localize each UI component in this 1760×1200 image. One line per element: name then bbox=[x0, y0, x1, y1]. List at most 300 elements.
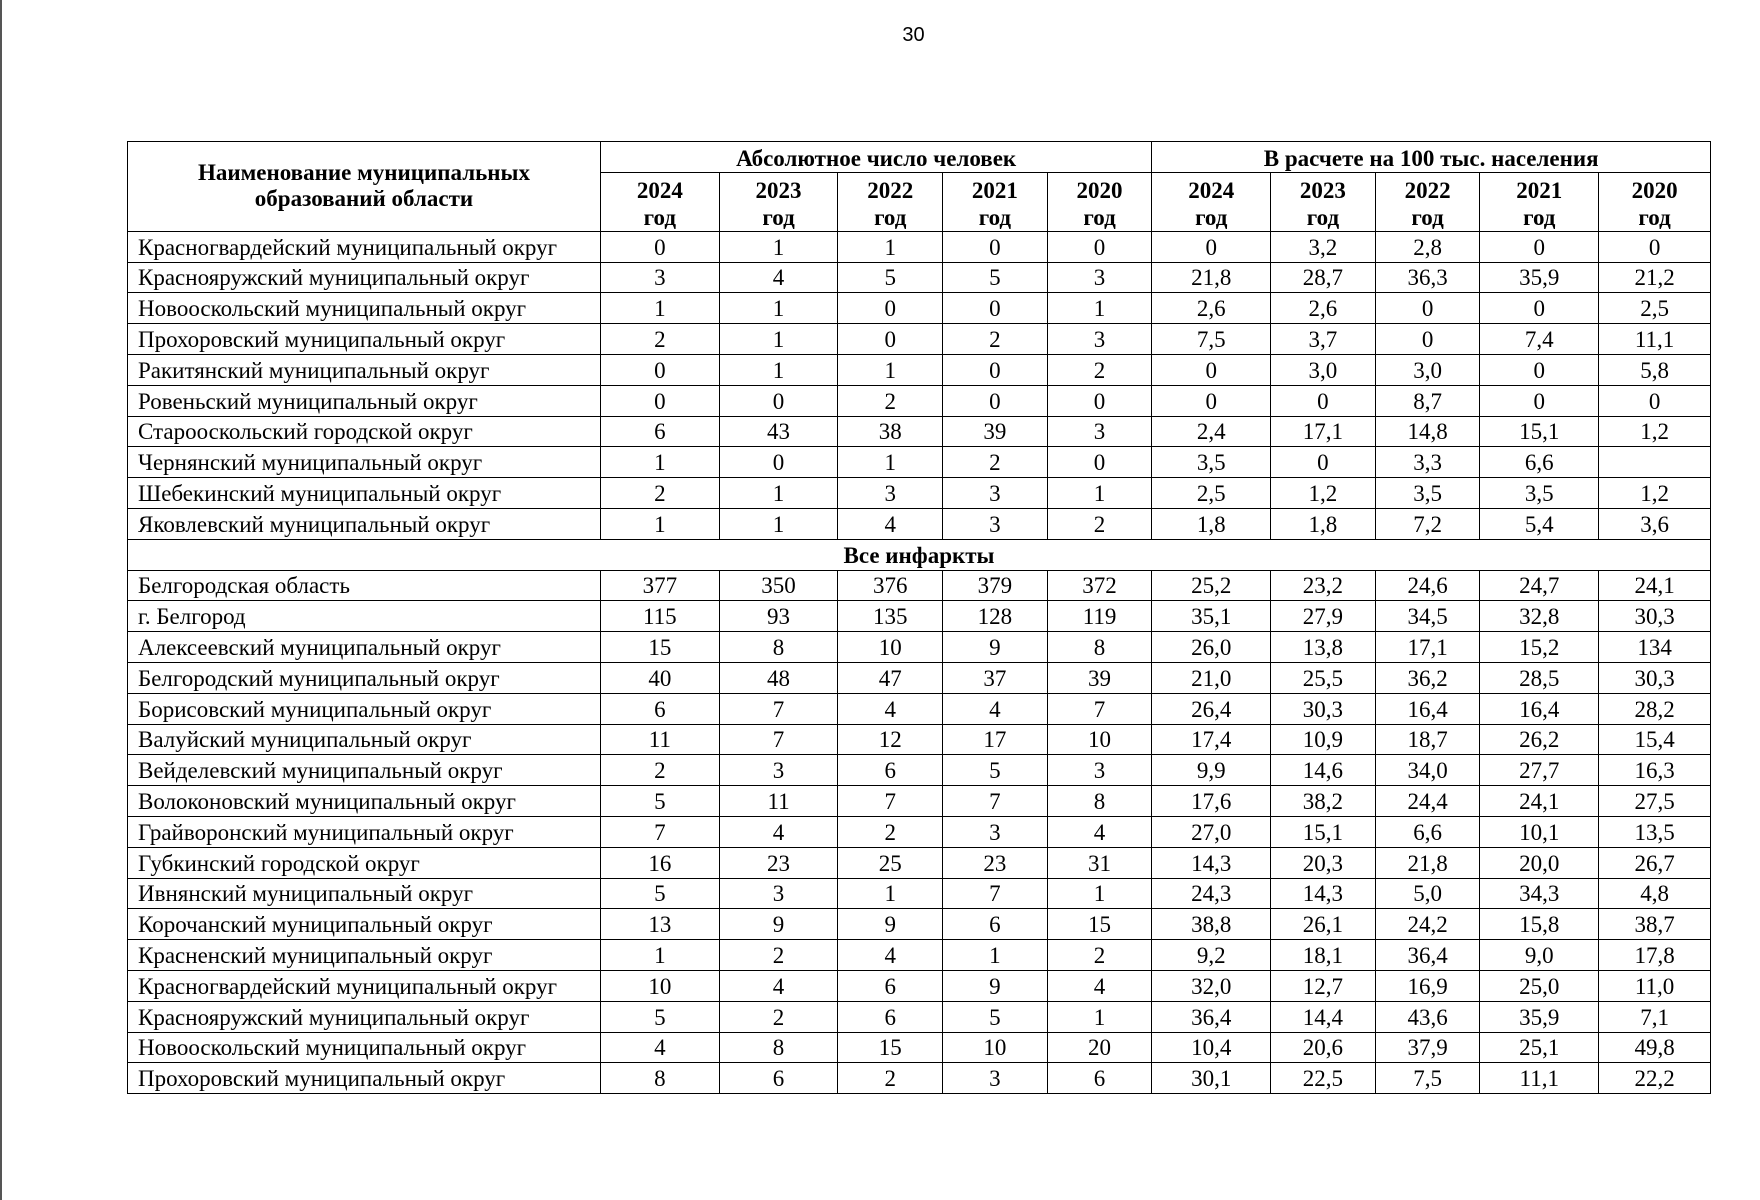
value-cell: 3,5 bbox=[1152, 447, 1271, 478]
year-unit-label: год bbox=[874, 204, 907, 230]
value-cell: 37,9 bbox=[1375, 1032, 1480, 1063]
value-cell: 7 bbox=[600, 816, 719, 847]
per-100k-year-header-2024 bbox=[1152, 172, 1271, 231]
year-unit-label: год bbox=[762, 204, 795, 230]
value-cell: 31 bbox=[1047, 847, 1152, 878]
value-cell: 26,7 bbox=[1599, 847, 1711, 878]
value-cell: 16,9 bbox=[1375, 970, 1480, 1001]
value-cell: 11,1 bbox=[1480, 1063, 1599, 1094]
municipality-name-cell: Белгородский муниципальный округ bbox=[128, 662, 601, 693]
value-cell: 7,4 bbox=[1480, 324, 1599, 355]
municipality-name-cell: Ракитянский муниципальный округ bbox=[128, 354, 601, 385]
value-cell: 8 bbox=[1047, 786, 1152, 817]
value-cell: 0 bbox=[600, 354, 719, 385]
value-cell: 0 bbox=[1271, 385, 1376, 416]
value-cell: 2 bbox=[600, 324, 719, 355]
municipality-name-cell: Красногвардейский муниципальный округ bbox=[128, 231, 601, 262]
value-cell: 21,8 bbox=[1375, 847, 1480, 878]
page-margin-line bbox=[0, 0, 2, 1200]
value-cell: 25,2 bbox=[1152, 570, 1271, 601]
value-cell: 10,9 bbox=[1271, 724, 1376, 755]
value-cell: 376 bbox=[838, 570, 943, 601]
value-cell: 6,6 bbox=[1375, 816, 1480, 847]
municipality-name-cell: Новооскольский муниципальный округ bbox=[128, 293, 601, 324]
value-cell: 2 bbox=[1047, 940, 1152, 971]
value-cell: 21,2 bbox=[1599, 262, 1711, 293]
value-cell: 1 bbox=[838, 878, 943, 909]
table-row bbox=[128, 847, 1711, 878]
value-cell: 0 bbox=[1599, 231, 1711, 262]
value-cell: 21,0 bbox=[1152, 662, 1271, 693]
value-cell: 32,8 bbox=[1480, 601, 1599, 632]
value-cell: 1 bbox=[838, 447, 943, 478]
per-100k-year-header-2021 bbox=[1480, 172, 1599, 231]
per-100k-year-header-2020 bbox=[1599, 172, 1711, 231]
value-cell: 10 bbox=[943, 1032, 1048, 1063]
value-cell: 0 bbox=[1152, 385, 1271, 416]
municipality-name-cell: Волоконовский муниципальный округ bbox=[128, 786, 601, 817]
value-cell: 6 bbox=[600, 693, 719, 724]
value-cell: 38,7 bbox=[1599, 909, 1711, 940]
value-cell bbox=[1599, 447, 1711, 478]
value-cell: 34,3 bbox=[1480, 878, 1599, 909]
municipality-column-header bbox=[128, 142, 601, 232]
value-cell: 27,9 bbox=[1271, 601, 1376, 632]
value-cell: 9 bbox=[943, 632, 1048, 663]
value-cell: 3,2 bbox=[1271, 231, 1376, 262]
value-cell: 17,1 bbox=[1375, 632, 1480, 663]
section-row bbox=[128, 539, 1711, 570]
value-cell: 18,7 bbox=[1375, 724, 1480, 755]
table-row bbox=[128, 508, 1711, 539]
value-cell: 3 bbox=[1047, 262, 1152, 293]
page-number: 30 bbox=[902, 24, 925, 46]
value-cell: 3,7 bbox=[1271, 324, 1376, 355]
municipality-name-cell: Яковлевский муниципальный округ bbox=[128, 508, 601, 539]
value-cell: 0 bbox=[1480, 354, 1599, 385]
value-cell: 1,2 bbox=[1599, 416, 1711, 447]
value-cell: 0 bbox=[943, 385, 1048, 416]
value-cell: 0 bbox=[719, 385, 838, 416]
value-cell: 2 bbox=[838, 1063, 943, 1094]
value-cell: 134 bbox=[1599, 632, 1711, 663]
value-cell: 27,5 bbox=[1599, 786, 1711, 817]
value-cell: 20,0 bbox=[1480, 847, 1599, 878]
table-row bbox=[128, 570, 1711, 601]
value-cell: 2 bbox=[719, 940, 838, 971]
municipality-name-cell: Краснояружский муниципальный округ bbox=[128, 1001, 601, 1032]
value-cell: 379 bbox=[943, 570, 1048, 601]
value-cell: 49,8 bbox=[1599, 1032, 1711, 1063]
value-cell: 0 bbox=[943, 293, 1048, 324]
year-label: 2022 bbox=[867, 177, 914, 203]
value-cell: 40 bbox=[600, 662, 719, 693]
value-cell: 18,1 bbox=[1271, 940, 1376, 971]
value-cell: 10 bbox=[838, 632, 943, 663]
per-100k-year-header-2023 bbox=[1271, 172, 1376, 231]
value-cell: 3 bbox=[1047, 324, 1152, 355]
value-cell: 15 bbox=[1047, 909, 1152, 940]
table-row bbox=[128, 231, 1711, 262]
value-cell: 21,8 bbox=[1152, 262, 1271, 293]
value-cell: 11,0 bbox=[1599, 970, 1711, 1001]
value-cell: 0 bbox=[1152, 231, 1271, 262]
value-cell: 25,0 bbox=[1480, 970, 1599, 1001]
value-cell: 0 bbox=[1375, 293, 1480, 324]
value-cell: 4 bbox=[838, 508, 943, 539]
value-cell: 5 bbox=[943, 755, 1048, 786]
value-cell: 0 bbox=[1480, 385, 1599, 416]
value-cell: 30,3 bbox=[1599, 662, 1711, 693]
year-label: 2024 bbox=[636, 177, 683, 203]
value-cell: 25,1 bbox=[1480, 1032, 1599, 1063]
value-cell: 26,4 bbox=[1152, 693, 1271, 724]
value-cell: 15,1 bbox=[1271, 816, 1376, 847]
value-cell: 36,3 bbox=[1375, 262, 1480, 293]
value-cell: 47 bbox=[838, 662, 943, 693]
municipality-name-cell: Ивнянский муниципальный округ bbox=[128, 878, 601, 909]
value-cell: 3 bbox=[1047, 755, 1152, 786]
absolute-year-header-2024 bbox=[600, 172, 719, 231]
value-cell: 20,3 bbox=[1271, 847, 1376, 878]
value-cell: 2,6 bbox=[1152, 293, 1271, 324]
year-unit-label: год bbox=[1195, 204, 1228, 230]
value-cell: 13,8 bbox=[1271, 632, 1376, 663]
value-cell: 0 bbox=[600, 385, 719, 416]
value-cell: 350 bbox=[719, 570, 838, 601]
value-cell: 1,8 bbox=[1152, 508, 1271, 539]
value-cell: 5,0 bbox=[1375, 878, 1480, 909]
value-cell: 1,2 bbox=[1271, 478, 1376, 509]
value-cell: 4 bbox=[1047, 816, 1152, 847]
value-cell: 1 bbox=[719, 231, 838, 262]
value-cell: 1 bbox=[600, 508, 719, 539]
value-cell: 1 bbox=[1047, 1001, 1152, 1032]
value-cell: 5 bbox=[943, 262, 1048, 293]
absolute-year-header-2021 bbox=[943, 172, 1048, 231]
value-cell: 38,2 bbox=[1271, 786, 1376, 817]
value-cell: 4 bbox=[600, 1032, 719, 1063]
value-cell: 6 bbox=[600, 416, 719, 447]
value-cell: 0 bbox=[1271, 447, 1376, 478]
municipality-header-line-1: Наименование муниципальных bbox=[197, 160, 530, 186]
value-cell: 27,0 bbox=[1152, 816, 1271, 847]
statistics-table bbox=[127, 141, 1711, 1094]
table-row bbox=[128, 385, 1711, 416]
value-cell: 14,3 bbox=[1271, 878, 1376, 909]
value-cell: 1 bbox=[600, 447, 719, 478]
value-cell: 14,6 bbox=[1271, 755, 1376, 786]
municipality-name-cell: Вейделевский муниципальный округ bbox=[128, 755, 601, 786]
value-cell: 3 bbox=[943, 478, 1048, 509]
per-100k-year-header-2022 bbox=[1375, 172, 1480, 231]
value-cell: 23 bbox=[943, 847, 1048, 878]
value-cell: 7,5 bbox=[1375, 1063, 1480, 1094]
value-cell: 12 bbox=[838, 724, 943, 755]
municipality-name-cell: г. Белгород bbox=[128, 601, 601, 632]
value-cell: 3 bbox=[838, 478, 943, 509]
year-unit-label: год bbox=[1638, 204, 1671, 230]
value-cell: 8 bbox=[719, 632, 838, 663]
value-cell: 3 bbox=[600, 262, 719, 293]
value-cell: 17,4 bbox=[1152, 724, 1271, 755]
absolute-count-group-header: Абсолютное число человек bbox=[600, 142, 1151, 173]
value-cell: 36,2 bbox=[1375, 662, 1480, 693]
value-cell: 8,7 bbox=[1375, 385, 1480, 416]
value-cell: 0 bbox=[1152, 354, 1271, 385]
value-cell: 1 bbox=[943, 940, 1048, 971]
value-cell: 20,6 bbox=[1271, 1032, 1376, 1063]
value-cell: 28,5 bbox=[1480, 662, 1599, 693]
value-cell: 3 bbox=[1047, 416, 1152, 447]
municipality-name-cell: Губкинский городской округ bbox=[128, 847, 601, 878]
value-cell: 1 bbox=[719, 324, 838, 355]
value-cell: 3 bbox=[719, 878, 838, 909]
value-cell: 115 bbox=[600, 601, 719, 632]
value-cell: 16,3 bbox=[1599, 755, 1711, 786]
value-cell: 2 bbox=[600, 478, 719, 509]
value-cell: 16 bbox=[600, 847, 719, 878]
value-cell: 26,2 bbox=[1480, 724, 1599, 755]
value-cell: 9 bbox=[838, 909, 943, 940]
absolute-year-header-2023 bbox=[719, 172, 838, 231]
value-cell: 2,5 bbox=[1152, 478, 1271, 509]
value-cell: 0 bbox=[943, 231, 1048, 262]
value-cell: 6 bbox=[719, 1063, 838, 1094]
value-cell: 10,1 bbox=[1480, 816, 1599, 847]
value-cell: 6,6 bbox=[1480, 447, 1599, 478]
value-cell: 25 bbox=[838, 847, 943, 878]
value-cell: 23 bbox=[719, 847, 838, 878]
value-cell: 7 bbox=[943, 878, 1048, 909]
value-cell: 372 bbox=[1047, 570, 1152, 601]
table-row bbox=[128, 1001, 1711, 1032]
municipality-name-cell: Борисовский муниципальный округ bbox=[128, 693, 601, 724]
year-label: 2023 bbox=[1299, 177, 1346, 203]
year-label: 2024 bbox=[1188, 177, 1235, 203]
municipality-name-cell: Краснояружский муниципальный округ bbox=[128, 262, 601, 293]
municipality-name-cell: Белгородская область bbox=[128, 570, 601, 601]
value-cell: 9 bbox=[943, 970, 1048, 1001]
value-cell: 1 bbox=[838, 354, 943, 385]
year-label: 2022 bbox=[1404, 177, 1451, 203]
value-cell: 1 bbox=[1047, 293, 1152, 324]
value-cell: 6 bbox=[1047, 1063, 1152, 1094]
table-row bbox=[128, 262, 1711, 293]
year-unit-label: год bbox=[643, 204, 676, 230]
table-row bbox=[128, 1063, 1711, 1094]
value-cell: 2,6 bbox=[1271, 293, 1376, 324]
value-cell: 0 bbox=[1480, 231, 1599, 262]
value-cell: 7 bbox=[838, 786, 943, 817]
municipality-name-cell: Старооскольский городской округ bbox=[128, 416, 601, 447]
value-cell: 26,1 bbox=[1271, 909, 1376, 940]
value-cell: 26,0 bbox=[1152, 632, 1271, 663]
value-cell: 1 bbox=[600, 940, 719, 971]
value-cell: 4,8 bbox=[1599, 878, 1711, 909]
value-cell: 36,4 bbox=[1375, 940, 1480, 971]
value-cell: 9,2 bbox=[1152, 940, 1271, 971]
value-cell: 28,2 bbox=[1599, 693, 1711, 724]
municipality-name-cell: Прохоровский муниципальный округ bbox=[128, 324, 601, 355]
value-cell: 3 bbox=[943, 1063, 1048, 1094]
table-row bbox=[128, 1032, 1711, 1063]
value-cell: 14,8 bbox=[1375, 416, 1480, 447]
value-cell: 377 bbox=[600, 570, 719, 601]
table-row bbox=[128, 940, 1711, 971]
value-cell: 9,9 bbox=[1152, 755, 1271, 786]
value-cell: 8 bbox=[600, 1063, 719, 1094]
value-cell: 25,5 bbox=[1271, 662, 1376, 693]
value-cell: 5,4 bbox=[1480, 508, 1599, 539]
table-header bbox=[128, 142, 1711, 232]
value-cell: 11 bbox=[600, 724, 719, 755]
value-cell: 14,3 bbox=[1152, 847, 1271, 878]
municipality-name-cell: Шебекинский муниципальный округ bbox=[128, 478, 601, 509]
value-cell: 3 bbox=[943, 816, 1048, 847]
value-cell: 4 bbox=[943, 693, 1048, 724]
value-cell: 6 bbox=[838, 755, 943, 786]
table-row bbox=[128, 816, 1711, 847]
table-row bbox=[128, 693, 1711, 724]
value-cell: 6 bbox=[838, 1001, 943, 1032]
value-cell: 22,5 bbox=[1271, 1063, 1376, 1094]
year-unit-label: год bbox=[1523, 204, 1556, 230]
table-row bbox=[128, 293, 1711, 324]
value-cell: 2 bbox=[943, 324, 1048, 355]
value-cell: 2 bbox=[838, 385, 943, 416]
value-cell: 3,3 bbox=[1375, 447, 1480, 478]
year-label: 2021 bbox=[971, 177, 1018, 203]
value-cell: 135 bbox=[838, 601, 943, 632]
value-cell: 39 bbox=[943, 416, 1048, 447]
value-cell: 0 bbox=[1599, 385, 1711, 416]
value-cell: 38 bbox=[838, 416, 943, 447]
value-cell: 17,1 bbox=[1271, 416, 1376, 447]
value-cell: 1,2 bbox=[1599, 478, 1711, 509]
table-row bbox=[128, 324, 1711, 355]
value-cell: 1 bbox=[1047, 878, 1152, 909]
value-cell: 0 bbox=[838, 324, 943, 355]
value-cell: 5,8 bbox=[1599, 354, 1711, 385]
value-cell: 10 bbox=[1047, 724, 1152, 755]
value-cell: 2,8 bbox=[1375, 231, 1480, 262]
value-cell: 38,8 bbox=[1152, 909, 1271, 940]
value-cell: 3 bbox=[943, 508, 1048, 539]
value-cell: 6 bbox=[838, 970, 943, 1001]
value-cell: 7 bbox=[1047, 693, 1152, 724]
table-row bbox=[128, 786, 1711, 817]
table-row bbox=[128, 724, 1711, 755]
value-cell: 14,4 bbox=[1271, 1001, 1376, 1032]
value-cell: 15 bbox=[838, 1032, 943, 1063]
table-row bbox=[128, 662, 1711, 693]
value-cell: 4 bbox=[719, 970, 838, 1001]
value-cell: 15,2 bbox=[1480, 632, 1599, 663]
municipality-name-cell: Корочанский муниципальный округ bbox=[128, 909, 601, 940]
value-cell: 93 bbox=[719, 601, 838, 632]
value-cell: 48 bbox=[719, 662, 838, 693]
value-cell: 24,1 bbox=[1480, 786, 1599, 817]
value-cell: 3,5 bbox=[1480, 478, 1599, 509]
value-cell: 13,5 bbox=[1599, 816, 1711, 847]
value-cell: 15,8 bbox=[1480, 909, 1599, 940]
value-cell: 1 bbox=[719, 508, 838, 539]
value-cell: 2,5 bbox=[1599, 293, 1711, 324]
value-cell: 15 bbox=[600, 632, 719, 663]
value-cell: 5 bbox=[600, 786, 719, 817]
absolute-year-header-2020 bbox=[1047, 172, 1152, 231]
value-cell: 7 bbox=[719, 724, 838, 755]
table-row bbox=[128, 478, 1711, 509]
value-cell: 5 bbox=[943, 1001, 1048, 1032]
value-cell: 24,3 bbox=[1152, 878, 1271, 909]
value-cell: 7,5 bbox=[1152, 324, 1271, 355]
value-cell: 3,5 bbox=[1375, 478, 1480, 509]
table-body bbox=[128, 231, 1711, 1093]
value-cell: 1 bbox=[719, 478, 838, 509]
value-cell: 8 bbox=[1047, 632, 1152, 663]
value-cell: 1 bbox=[719, 293, 838, 324]
absolute-year-header-2022 bbox=[838, 172, 943, 231]
value-cell: 4 bbox=[719, 816, 838, 847]
value-cell: 22,2 bbox=[1599, 1063, 1711, 1094]
municipality-name-cell: Чернянский муниципальный округ bbox=[128, 447, 601, 478]
value-cell: 5 bbox=[600, 1001, 719, 1032]
table-row bbox=[128, 354, 1711, 385]
value-cell: 20 bbox=[1047, 1032, 1152, 1063]
value-cell: 16,4 bbox=[1480, 693, 1599, 724]
value-cell: 0 bbox=[1375, 324, 1480, 355]
value-cell: 2 bbox=[838, 816, 943, 847]
municipality-name-cell: Ровеньский муниципальный округ bbox=[128, 385, 601, 416]
value-cell: 0 bbox=[1047, 447, 1152, 478]
value-cell: 35,9 bbox=[1480, 1001, 1599, 1032]
municipality-name-cell: Красногвардейский муниципальный округ bbox=[128, 970, 601, 1001]
value-cell: 39 bbox=[1047, 662, 1152, 693]
value-cell: 11,1 bbox=[1599, 324, 1711, 355]
year-unit-label: год bbox=[978, 204, 1012, 230]
value-cell: 43,6 bbox=[1375, 1001, 1480, 1032]
value-cell: 3 bbox=[719, 755, 838, 786]
value-cell: 17,6 bbox=[1152, 786, 1271, 817]
value-cell: 0 bbox=[838, 293, 943, 324]
year-unit-label: год bbox=[1411, 204, 1444, 230]
value-cell: 24,6 bbox=[1375, 570, 1480, 601]
value-cell: 36,4 bbox=[1152, 1001, 1271, 1032]
year-label: 2023 bbox=[755, 177, 802, 203]
value-cell: 28,7 bbox=[1271, 262, 1376, 293]
year-label: 2020 bbox=[1076, 177, 1123, 203]
value-cell: 3,0 bbox=[1375, 354, 1480, 385]
value-cell: 17,8 bbox=[1599, 940, 1711, 971]
value-cell: 0 bbox=[1047, 385, 1152, 416]
value-cell: 10,4 bbox=[1152, 1032, 1271, 1063]
value-cell: 2 bbox=[943, 447, 1048, 478]
year-unit-label: год bbox=[1306, 204, 1340, 230]
value-cell: 1 bbox=[600, 293, 719, 324]
year-unit-label: год bbox=[1083, 204, 1116, 230]
value-cell: 15,4 bbox=[1599, 724, 1711, 755]
table-row bbox=[128, 970, 1711, 1001]
value-cell: 128 bbox=[943, 601, 1048, 632]
value-cell: 24,7 bbox=[1480, 570, 1599, 601]
value-cell: 4 bbox=[1047, 970, 1152, 1001]
table-row bbox=[128, 878, 1711, 909]
value-cell: 1,8 bbox=[1271, 508, 1376, 539]
municipality-name-cell: Новооскольский муниципальный округ bbox=[128, 1032, 601, 1063]
value-cell: 37 bbox=[943, 662, 1048, 693]
